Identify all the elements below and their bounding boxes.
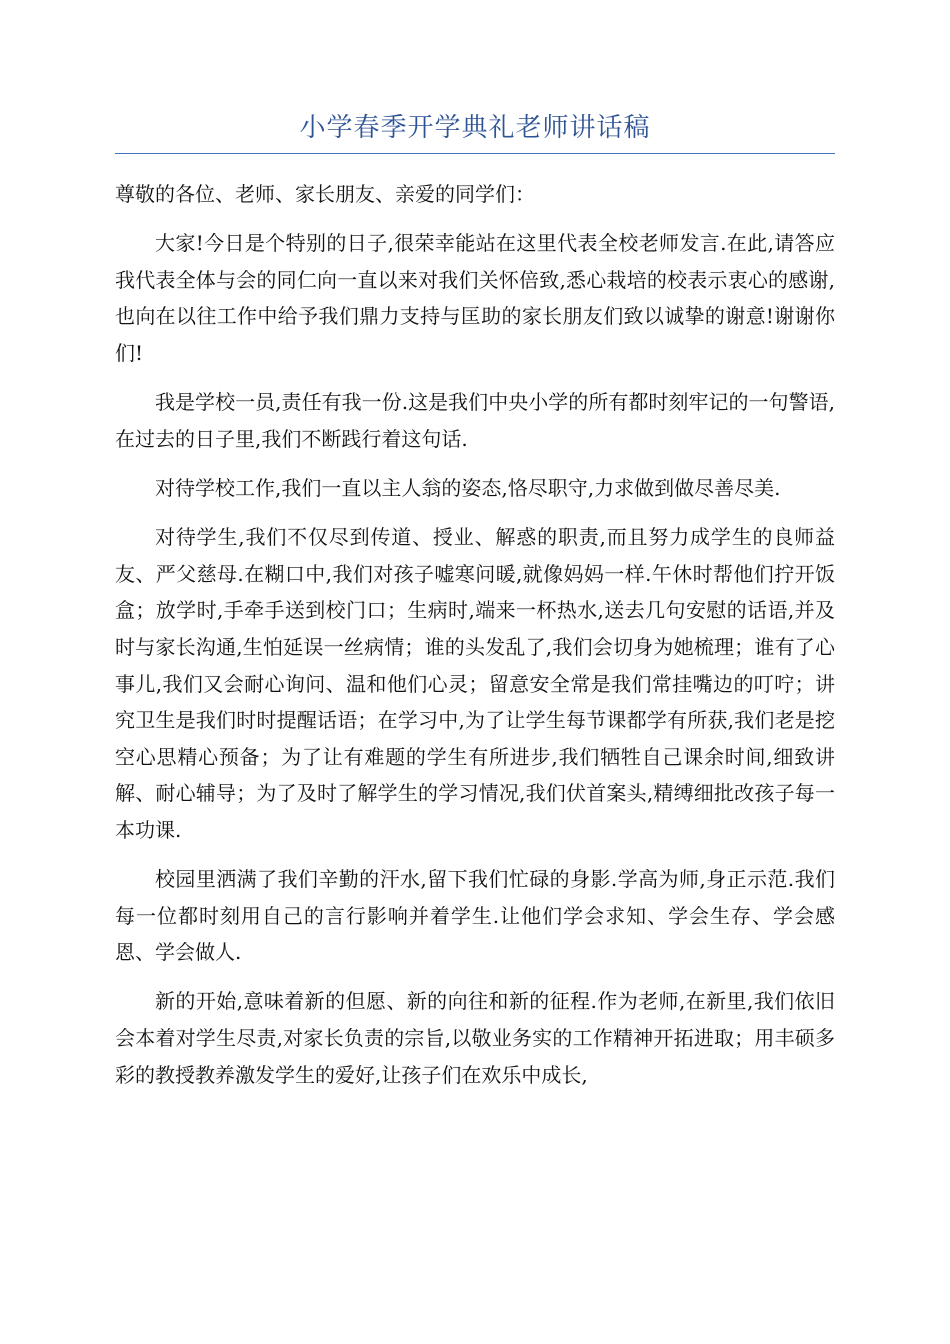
paragraph-2: 我是学校一员,责任有我一份.这是我们中央小学的所有都时刻牢记的一句警语,在过去的日子里,我们不断践行着这句话.	[115, 390, 835, 451]
document-body	[115, 176, 835, 1106]
title-underline	[115, 153, 835, 154]
salutation: 尊敬的各位、老师、家长朋友、亲爱的同学们：	[115, 182, 535, 206]
paragraph-4: 对待学生,我们不仅尽到传道、授业、解惑的职责,而且努力成学生的良师益友、严父慈母.在糊口中,我们对孩子嘘寒问暖,就像妈妈一样.午休时帮他们拧开饭盒；放学时,手牵手送到校门口；生病时,端来一杯热水,送去几句安慰的话语,并及时与家长沟通,生怕延误一丝病情；谁的头发乱了,我们会切身为她梳理；谁有了心事儿,我们又会耐心询问、温和他们心灵；留意安全常是我们常挂嘴边的叮咛；讲究卫生是我们时时提醒话语；在学习中,为了让学生每节课都学有所获,我们老是挖空心思精心预备；为了让有难题的学生有所进步,我们牺牲自己课余时间,细致讲解、耐心辅导；为了及时了解学生的学习情况,我们伏首案头,精缚细批改孩子每一本功课.	[115, 525, 835, 842]
document-title: 小学春季开学典礼老师讲话稿	[299, 113, 651, 143]
paragraph-3: 对待学校工作,我们一直以主人翁的姿态,恪尽职守,力求做到做尽善尽美.	[155, 475, 781, 500]
paragraph-6: 新的开始,意味着新的但愿、新的向往和新的征程.作为老师,在新里,我们依旧会本着对学生尽责,对家长负责的宗旨,以敬业务实的工作精神开拓进取；用丰硕多彩的教授教养激发学生的爱好,让孩子们在欢乐中成长,	[115, 989, 835, 1087]
paragraph-1: 大家!今日是个特别的日子,很荣幸能站在这里代表全校老师发言.在此,请答应我代表全体与会的同仁向一直以来对我们关怀倍致,悉心栽培的校表示衷心的感谢,也向在以往工作中给予我们鼎力支持与匡助的家长朋友们致以诚挚的谢意!谢谢你们!	[115, 231, 835, 365]
paragraph-5: 校园里洒满了我们辛勤的汗水,留下我们忙碌的身影.学高为师,身正示范.我们每一位都时刻用自己的言行影响并着学生.让他们学会求知、学会生存、学会感恩、学会做人.	[115, 867, 835, 965]
